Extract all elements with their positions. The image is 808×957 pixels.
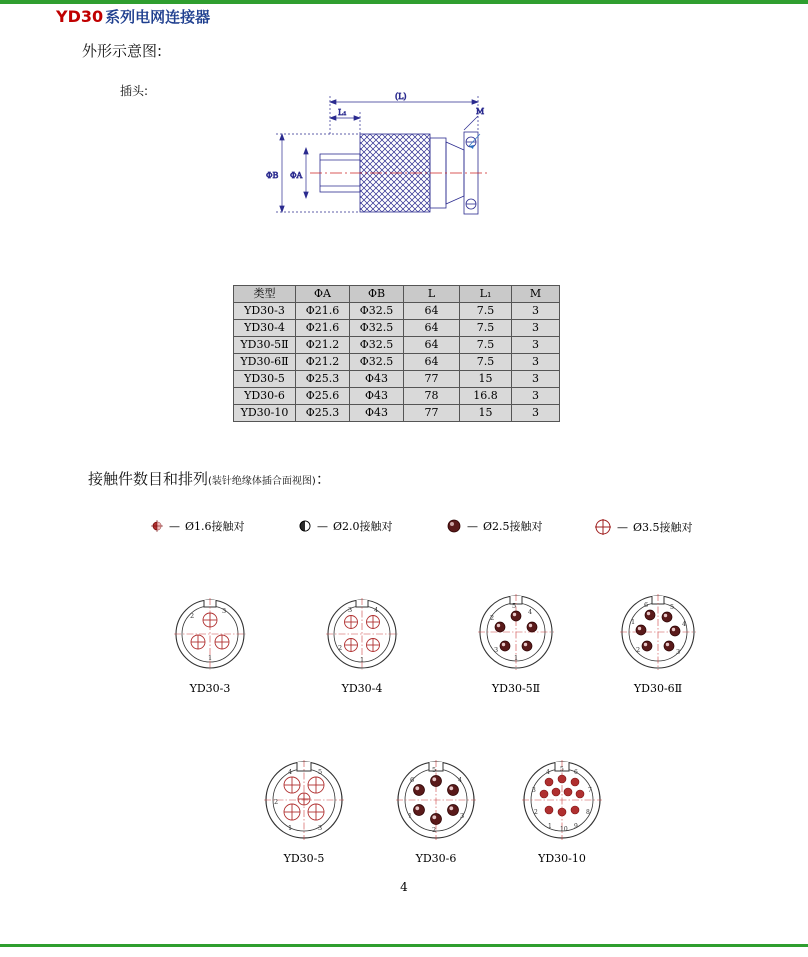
pin-number: 5 xyxy=(560,766,564,773)
pin-number: 1 xyxy=(548,823,552,830)
col-phia: ΦA xyxy=(296,286,350,303)
cell-l: 78 xyxy=(404,388,460,405)
cell-l1: 7.5 xyxy=(460,337,512,354)
pin-number: 3 xyxy=(348,606,353,614)
legend-dash: — xyxy=(467,519,478,533)
connector-caption: YD30-4 xyxy=(341,682,383,695)
page-title xyxy=(56,6,210,27)
contact-3-5-icon xyxy=(594,518,612,536)
section-heading-contacts-main: 接触件数目和排列 xyxy=(88,470,209,488)
pin-number: 9 xyxy=(574,823,578,830)
cell-m: 3 xyxy=(512,388,560,405)
pin-number: 4 xyxy=(546,769,550,776)
top-green-rule xyxy=(0,0,808,4)
col-phib: ΦB xyxy=(350,286,404,303)
cell-l1: 7.5 xyxy=(460,303,512,320)
legend-item xyxy=(150,518,245,534)
table-row xyxy=(234,303,560,320)
connector-face-yd30-5 xyxy=(258,752,350,865)
connector-face-svg xyxy=(614,586,702,674)
pin-number: 4 xyxy=(528,608,533,616)
table-row xyxy=(234,405,560,422)
section-heading-outline: 外形示意图: xyxy=(82,42,163,60)
connector-face-svg xyxy=(516,752,608,844)
connector-caption: YD30-6Ⅱ xyxy=(633,682,683,695)
pin-number: 4 xyxy=(682,620,687,628)
cell-phib: Φ32.5 xyxy=(350,354,404,371)
col-l: L xyxy=(404,286,460,303)
cell-phia: Φ21.6 xyxy=(296,320,350,337)
cell-phia: Φ21.2 xyxy=(296,354,350,371)
legend-label: Ø1.6接触对 xyxy=(185,520,245,533)
section-heading-contacts-colon: ： xyxy=(315,470,331,488)
cell-type: YD30-6Ⅱ xyxy=(234,354,296,371)
page-number: 4 xyxy=(400,880,408,894)
dim-overall-label: (L) xyxy=(395,92,407,101)
pin-number: 2 xyxy=(490,614,495,622)
cell-phib: Φ32.5 xyxy=(350,337,404,354)
section-heading-contacts xyxy=(88,468,331,489)
cell-m: 3 xyxy=(512,354,560,371)
table-row xyxy=(234,354,560,371)
connector-face-svg xyxy=(168,590,252,674)
connector-face-svg xyxy=(320,590,404,674)
legend-label: Ø2.0接触对 xyxy=(333,520,393,533)
cell-m: 3 xyxy=(512,303,560,320)
pin-number: 1 xyxy=(360,656,365,664)
pin-number: 6 xyxy=(574,769,578,776)
legend-label: Ø2.5接触对 xyxy=(483,520,543,533)
connector-face-svg xyxy=(258,752,350,844)
pin-number: 2 xyxy=(534,809,538,816)
plug-label: 插头: xyxy=(120,84,149,98)
col-type: 类型 xyxy=(234,286,296,303)
col-l1: L₁ xyxy=(460,286,512,303)
legend-dash: — xyxy=(317,519,328,533)
dim-phib-label: ΦB xyxy=(266,171,279,180)
cell-type: YD30-5 xyxy=(234,371,296,388)
cell-m: 3 xyxy=(512,320,560,337)
pin-number: 5 xyxy=(670,603,675,611)
connector-face-yd30-3 xyxy=(168,590,252,695)
bottom-green-rule xyxy=(0,944,808,947)
contact-2-5-icon xyxy=(446,518,462,534)
cell-l: 64 xyxy=(404,337,460,354)
dim-l1-label: L₁ xyxy=(338,108,347,117)
cell-m: 3 xyxy=(512,405,560,422)
contact-1-6-icon xyxy=(150,519,164,533)
pin-number: 6 xyxy=(410,776,415,784)
section-heading-contacts-note: (装针绝缘体插合面视图) xyxy=(208,476,316,487)
pin-number: 4 xyxy=(288,768,293,776)
cell-phib: Φ32.5 xyxy=(350,320,404,337)
pin-number: 2 xyxy=(190,612,195,620)
dim-phia-label: ΦA xyxy=(290,171,303,180)
table-header-row xyxy=(234,286,560,303)
dimension-table xyxy=(233,285,560,422)
connector-face-svg xyxy=(390,752,482,844)
cell-type: YD30-3 xyxy=(234,303,296,320)
cell-l1: 15 xyxy=(460,405,512,422)
cell-m: 3 xyxy=(512,337,560,354)
pin-number: 3 xyxy=(676,648,681,656)
legend-item xyxy=(298,518,393,534)
cell-type: YD30-6 xyxy=(234,388,296,405)
pin-number: 5 xyxy=(318,768,323,776)
cell-l1: 7.5 xyxy=(460,354,512,371)
legend-item xyxy=(446,518,543,534)
cell-l: 77 xyxy=(404,405,460,422)
dim-m-label: M xyxy=(476,107,485,116)
table-row xyxy=(234,320,560,337)
pin-number: 5 xyxy=(512,602,517,610)
cell-type: YD30-4 xyxy=(234,320,296,337)
cell-m: 3 xyxy=(512,371,560,388)
cell-l1: 7.5 xyxy=(460,320,512,337)
pin-number: 4 xyxy=(374,606,379,614)
connector-caption: YD30-6 xyxy=(415,852,457,865)
connector-face-svg xyxy=(472,586,560,674)
table-row xyxy=(234,388,560,405)
pin-number: 6 xyxy=(644,601,649,609)
pin-number: 2 xyxy=(636,646,641,654)
pin-number: 8 xyxy=(586,809,590,816)
connector-caption: YD30-5Ⅱ xyxy=(491,682,541,695)
legend-item xyxy=(594,518,693,536)
outline-drawing-svg xyxy=(250,86,550,261)
pin-number: 7 xyxy=(588,787,592,794)
cell-phia: Φ25.3 xyxy=(296,405,350,422)
cell-phia: Φ25.3 xyxy=(296,371,350,388)
cell-l: 64 xyxy=(404,320,460,337)
contact-2-0-icon xyxy=(298,519,312,533)
pin-number: 1 xyxy=(208,654,213,662)
pin-number: 1 xyxy=(514,654,519,662)
legend-label: Ø3.5接触对 xyxy=(633,521,693,534)
legend-dash: — xyxy=(169,519,180,533)
col-m: M xyxy=(512,286,560,303)
connector-face-yd30-10 xyxy=(516,752,608,865)
connector-face-yd30-6-ii xyxy=(614,586,702,695)
pin-number: 10 xyxy=(560,826,568,833)
connector-caption: YD30-10 xyxy=(538,852,586,865)
pin-number: 1 xyxy=(631,618,636,626)
legend-dash: — xyxy=(617,520,628,534)
cell-phib: Φ43 xyxy=(350,388,404,405)
cell-l: 64 xyxy=(404,303,460,320)
cell-type: YD30-10 xyxy=(234,405,296,422)
title-model: YD30 xyxy=(56,7,104,26)
connector-caption: YD30-5 xyxy=(283,852,325,865)
cell-type: YD30-5Ⅱ xyxy=(234,337,296,354)
cell-l: 77 xyxy=(404,371,460,388)
cell-phib: Φ43 xyxy=(350,371,404,388)
cell-l: 64 xyxy=(404,354,460,371)
pin-number: 3 xyxy=(318,824,323,832)
outline-drawing xyxy=(250,86,550,261)
pin-number: 1 xyxy=(408,812,413,820)
cell-phia: Φ25.6 xyxy=(296,388,350,405)
pin-number: 2 xyxy=(432,826,437,834)
cell-phia: Φ21.2 xyxy=(296,337,350,354)
pin-number: 1 xyxy=(288,824,293,832)
pin-number: 2 xyxy=(274,798,279,806)
connector-face-yd30-4 xyxy=(320,590,404,695)
connector-caption: YD30-3 xyxy=(189,682,231,695)
title-rest: 系列电网连接器 xyxy=(105,8,211,26)
cell-phia: Φ21.6 xyxy=(296,303,350,320)
pin-number: 3 xyxy=(532,787,536,794)
pin-number: 5 xyxy=(432,766,437,774)
table-row xyxy=(234,371,560,388)
cell-l1: 15 xyxy=(460,371,512,388)
connector-face-yd30-6 xyxy=(390,752,482,865)
pin-number: 3 xyxy=(494,646,499,654)
pin-number: 4 xyxy=(458,776,463,784)
cell-l1: 16.8 xyxy=(460,388,512,405)
pin-number: 3 xyxy=(222,607,227,615)
cell-phib: Φ43 xyxy=(350,405,404,422)
pin-number: 3 xyxy=(460,812,465,820)
connector-face-yd30-5-ii xyxy=(472,586,560,695)
pin-number: 2 xyxy=(338,644,343,652)
table-row xyxy=(234,337,560,354)
contact-legend xyxy=(150,518,770,540)
cell-phib: Φ32.5 xyxy=(350,303,404,320)
